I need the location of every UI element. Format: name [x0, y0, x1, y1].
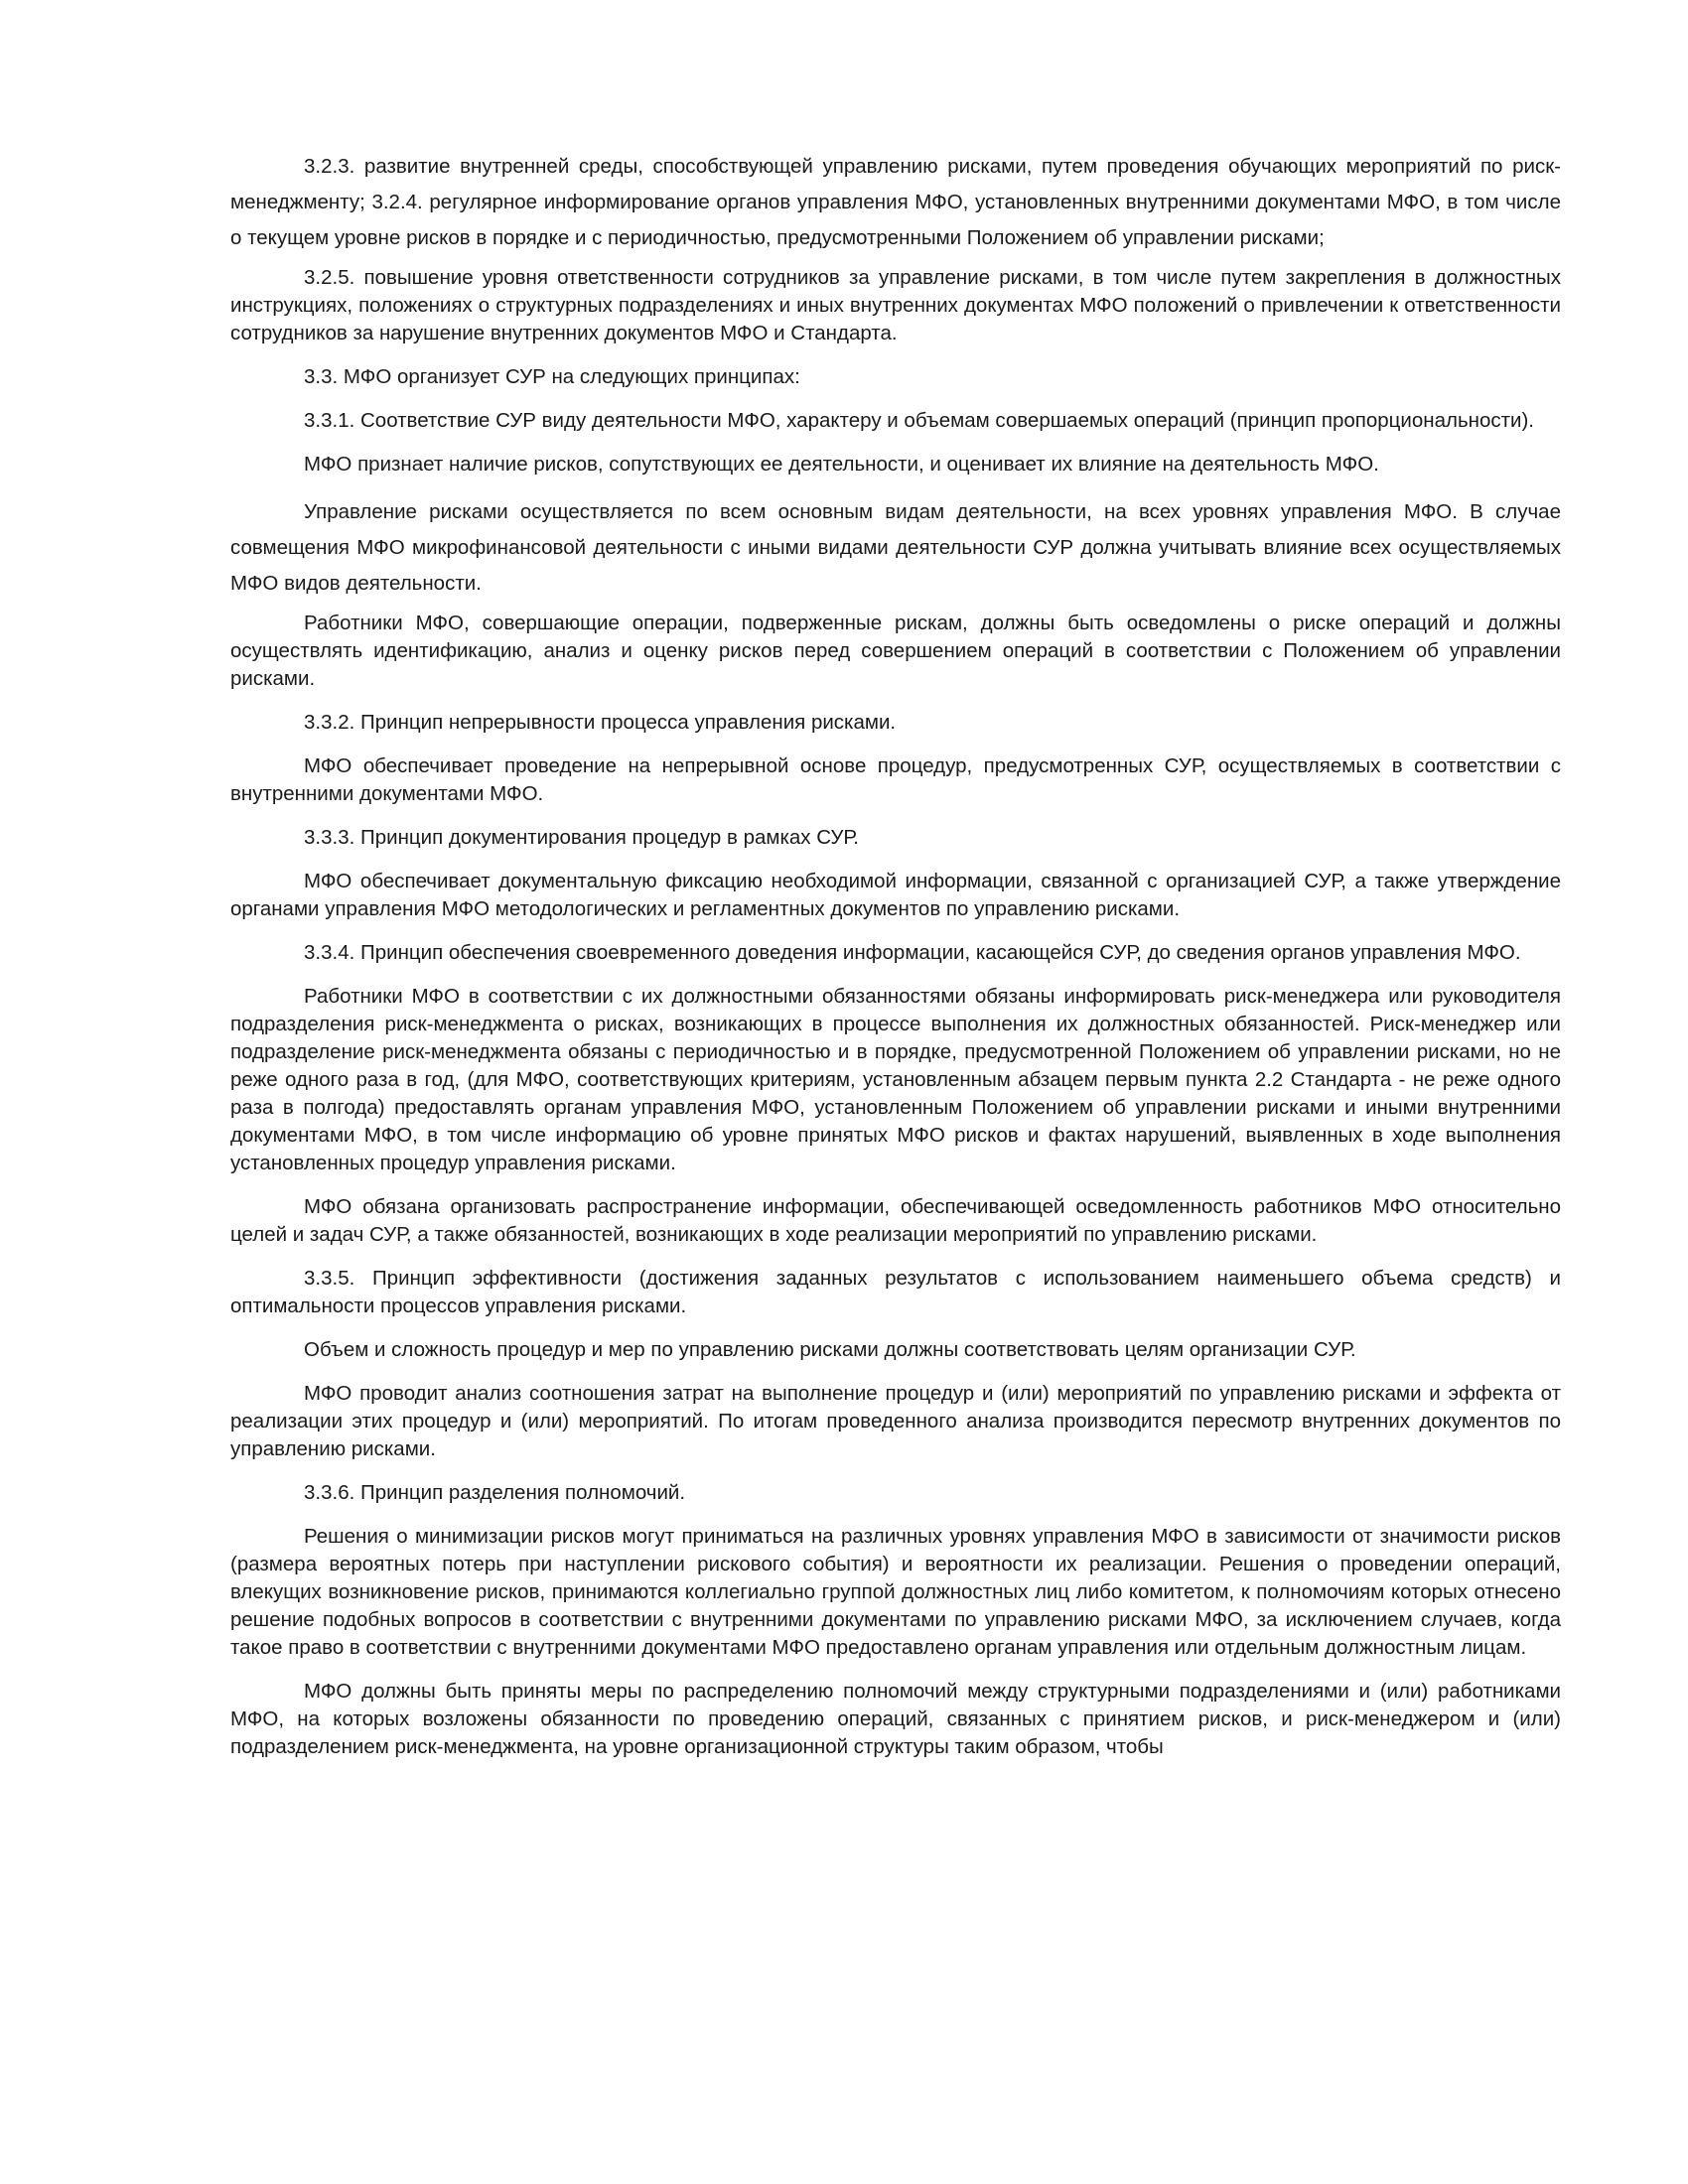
- paragraph-information-distribution: МФО обязана организовать распространение информации, обеспечивающей осведомленность работников МФО относительно целей и задач СУР, а также обязанностей, возникающих в ходе реализации мероприятий по управлению рисками.: [230, 1195, 1561, 1246]
- paragraph-3-2-3: 3.2.3. развитие внутренней среды, способствующей управлению рисками, путем проведения обучающих мероприятий по риск-менеджменту; 3.2.4. регулярное информирование органов управления МФО, установленных внутренними документами МФО, в том числе о текущем уровне рисков в порядке и с периодичностью, предусмотренными Положением об управлении рисками;: [230, 155, 1561, 249]
- paragraph-3-3: 3.3. МФО организует СУР на следующих принципах:: [304, 365, 800, 388]
- paragraph-documentation: МФО обеспечивает документальную фиксацию необходимой информации, связанной с организацией СУР, а также утверждение органами управления МФО методологических и регламентных документов по управлению рисками.: [230, 870, 1561, 920]
- paragraph-reporting-duties: Работники МФО в соответствии с их должностными обязанностями обязаны информировать риск-менеджера или руководителя подразделения риск-менеджмента о рисках, возникающих в процессе выполнения их должностных обязанностей. Риск-менеджер или подразделение риск-менеджмента обязаны с периодичностью и в порядке, предусмотренной Положением об управлении рисками, но не реже одного раза в год, (для МФО, соответствующих критериям, установленным абзацем первым пункта 2.2 Стандарта - не реже одного раза в полгода) предоставлять органам управления МФО, установленным Положением об управлении рисками и иными внутренними документами МФО, в том числе информацию об уровне принятых МФО рисков и фактах нарушений, выявленных в ходе выполнения установленных процедур управления рисками.: [230, 985, 1561, 1174]
- paragraph-cost-analysis: МФО проводит анализ соотношения затрат на выполнение процедур и (или) мероприятий по управлению рисками и эффекта от реализации этих процедур и (или) мероприятий. По итогам проведенного анализа производится пересмотр внутренних документов по управлению рисками.: [230, 1382, 1561, 1460]
- paragraph-3-2-5: 3.2.5. повышение уровня ответственности сотрудников за управление рисками, в том числе путем закрепления в должностных инструкциях, положениях о структурных подразделениях и иных внутренних документах МФО положений о привлечении к ответственности сотрудников за нарушение внутренних документов МФО и Стандарта.: [230, 266, 1561, 344]
- paragraph-3-3-3: 3.3.3. Принцип документирования процедур в рамках СУР.: [304, 826, 859, 849]
- paragraph-3-3-5: 3.3.5. Принцип эффективности (достижения заданных результатов с использованием наименьшего объема средств) и оптимальности процессов управления рисками.: [230, 1267, 1561, 1317]
- paragraph-continuous-procedures: МФО обеспечивает проведение на непрерывной основе процедур, предусмотренных СУР, осуществляемых в соответствии с внутренними документами МФО.: [230, 754, 1561, 805]
- paragraph-3-3-4: 3.3.4. Принцип обеспечения своевременного доведения информации, касающейся СУР, до сведения органов управления МФО.: [304, 941, 1521, 964]
- paragraph-3-3-2: 3.3.2. Принцип непрерывности процесса управления рисками.: [304, 711, 897, 734]
- paragraph-3-3-1: 3.3.1. Соответствие СУР виду деятельности МФО, характеру и объемам совершаемых операций (принцип пропорциональности).: [304, 409, 1534, 432]
- paragraph-workers-awareness: Работники МФО, совершающие операции, подверженные рискам, должны быть осведомлены о риске операций и должны осуществлять идентификацию, анализ и оценку рисков перед совершением операций в соответствии с Положением об управлении рисками.: [230, 612, 1561, 690]
- paragraph-risk-management-scope: Управление рисками осуществляется по всем основным видам деятельности, на всех уровнях управления МФО. В случае совмещения МФО микрофинансовой деятельности с иными видами деятельности СУР должна учитывать влияние всех осуществляемых МФО видов деятельности.: [230, 500, 1561, 595]
- paragraph-procedure-scope: Объем и сложность процедур и мер по управлению рисками должны соответствовать целям организации СУР.: [304, 1338, 1356, 1361]
- document-page: [230, 149, 1561, 1775]
- paragraph-3-3-6: 3.3.6. Принцип разделения полномочий.: [304, 1481, 686, 1504]
- paragraph-risk-recognition: МФО признает наличие рисков, сопутствующих ее деятельности, и оценивает их влияние на деятельность МФО.: [304, 453, 1379, 476]
- paragraph-authority-distribution: МФО должны быть приняты меры по распределению полномочий между структурными подразделениями и (или) работниками МФО, на которых возложены обязанности по проведению операций, связанных с принятием рисков, и риск-менеджером и (или) подразделением риск-менеджмента, на уровне организационной структуры таким образом, чтобы: [230, 1680, 1561, 1758]
- paragraph-risk-decisions: Решения о минимизации рисков могут приниматься на различных уровнях управления МФО в зависимости от значимости рисков (размера вероятных потерь при наступлении рискового события) и вероятности их реализации. Решения о проведении операций, влекущих возникновение рисков, принимаются коллегиально группой должностных лиц либо комитетом, к полномочиям которых отнесено решение подобных вопросов в соответствии с внутренними документами по управлению рисками МФО, за исключением случаев, когда такое право в соответствии с внутренними документами МФО предоставлено органам управления или отдельным должностным лицам.: [230, 1525, 1561, 1659]
